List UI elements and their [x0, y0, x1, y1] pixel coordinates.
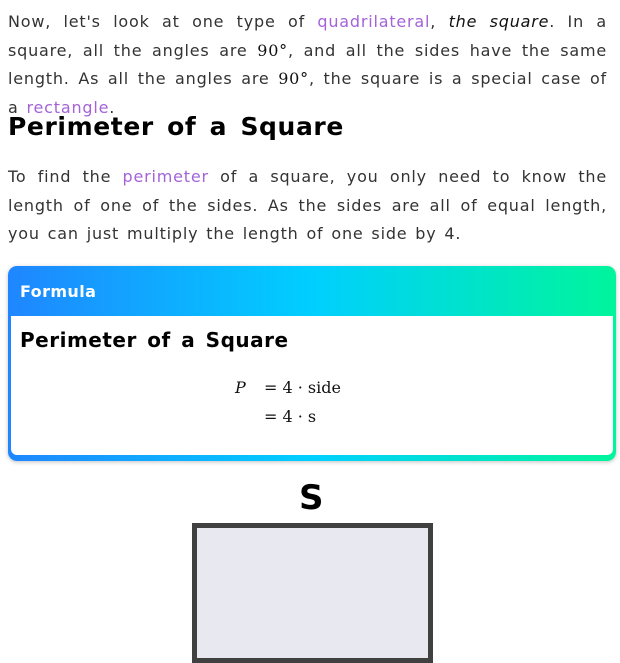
- perimeter-link[interactable]: perimeter: [122, 167, 209, 186]
- formula-header: Formula: [20, 282, 97, 301]
- formula-line-2: = 4 · s: [264, 407, 317, 426]
- rectangle-link[interactable]: rectangle: [26, 97, 110, 117]
- quadrilateral-link[interactable]: quadrilateral: [317, 12, 431, 31]
- intro-paragraph: [8, 8, 607, 122]
- formula-lhs: P: [235, 378, 246, 397]
- square-shape: [192, 523, 433, 663]
- formula-title: Perimeter of a Square: [20, 328, 289, 352]
- intro-text: . In a square, all the angles are: [8, 12, 607, 60]
- formula-body: [11, 316, 613, 455]
- intro-text: Now, let's look at one type of: [8, 12, 318, 31]
- formula-box: [8, 266, 616, 461]
- intro-text: , the square is a special case of a: [8, 69, 607, 117]
- angle-90: 90°: [257, 40, 288, 60]
- perimeter-paragraph: [8, 163, 607, 249]
- perimeter-text: To find the: [8, 167, 123, 186]
- intro-text: ,: [430, 12, 449, 31]
- square-side-label: S: [299, 478, 324, 518]
- intro-text: , and all the sides have the same length. As all the angles are: [8, 40, 607, 88]
- the-square-emphasis: the square: [448, 12, 550, 31]
- section-heading: Perimeter of a Square: [8, 112, 344, 141]
- angle-90: 90°: [278, 69, 309, 88]
- formula-line-1: = 4 · side: [264, 378, 341, 397]
- intro-text: .: [109, 97, 116, 117]
- perimeter-text: of a square, you only need to know the length of one of the sides. As the sides are all of equal length, you can just multiply the length of one side by 4.: [8, 167, 608, 243]
